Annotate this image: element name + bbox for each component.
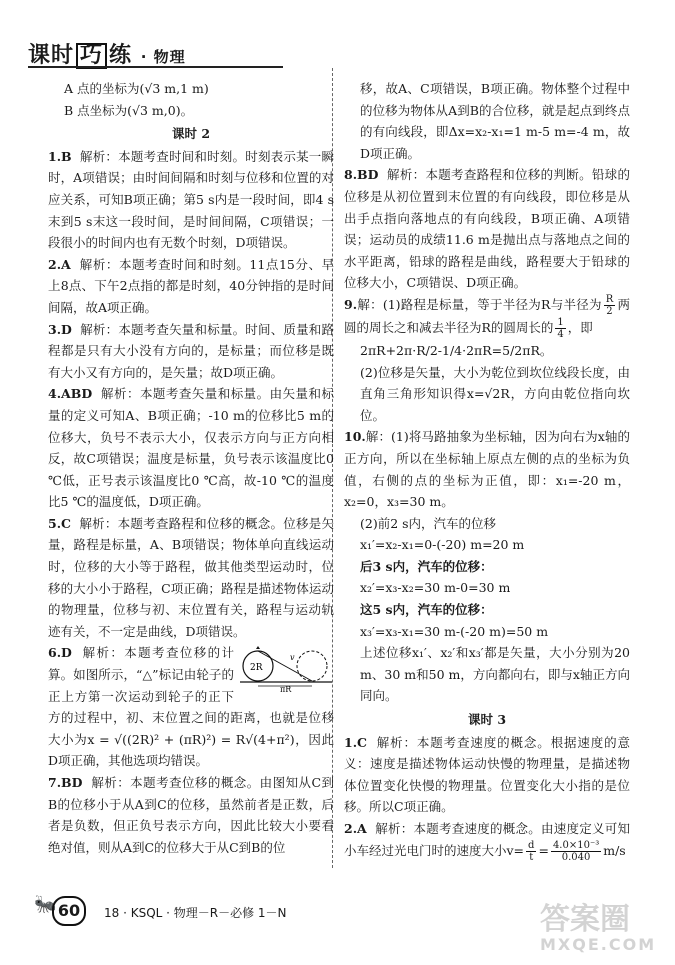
answer-number: 7.BD <box>48 775 83 790</box>
numerator: 4.0×10⁻³ <box>552 839 600 851</box>
displacement-line <box>258 651 312 681</box>
fraction <box>551 840 601 863</box>
watermark-line-2: MXQE.COM <box>540 935 657 954</box>
lesson3-answer-1 <box>344 732 630 818</box>
answer-text: 解析：本题考查时间和时刻。11点15分、早上8点、下午2点指的都是时刻，40分钟指的是时间间隔，故A项正确。 <box>48 256 334 315</box>
triangle-mark-icon <box>256 646 260 649</box>
answer-7 <box>48 772 334 858</box>
section-title-3: 课时 3 <box>467 712 507 728</box>
book-code: 18 · KSQL · 物理－R－必修 1－N <box>104 906 287 920</box>
answer-10-line: 上述位移x₁′、x₂′和x₃′都是矢量，大小分别为20 m、30 m和50 m，方向都向右，即与x轴正方向同向。 <box>360 645 630 704</box>
answer-9-equation: 2πR+2π·R/2-1/4·2πR=5/2πR。 <box>360 342 553 358</box>
numerator: R <box>605 293 614 305</box>
logo-box-char: 巧 <box>76 43 107 69</box>
answer-text: 解析：本题考查速度的概念。根据速度的意义：速度是描述物体运动快慢的物理量，是描述物体位置变化快慢的物理量。位置变化大小指的是位移。所以C项正确。 <box>344 734 630 815</box>
answer-number: 1.B <box>48 148 72 164</box>
right-column <box>344 78 630 863</box>
answer-number: 2.A <box>344 821 367 836</box>
answer-7-continued: 移，故A、C项错误，B项正确。物体整个过程中的位移为物体从A到B的合位移，就是起点到终点的有向线段，即Δx=x₂-x₁=1 m-5 m=-4 m，故D项正确。 <box>360 81 630 161</box>
subject-label: · 物理 <box>140 48 186 66</box>
answer-1 <box>48 146 334 254</box>
formula: x = √((2R)² + (πR)²) = R√(4+π²) <box>87 731 295 747</box>
unit: m/s <box>603 842 626 858</box>
answer-text: 解析：本题考查矢量和标量。由矢量和标量的定义可知A、B项正确；-10 m的位移比5 m的位移大，负号不表示大小，仅表示方向与正方向相反，故C项错误；温度是标量，负号表示该温度比0 ℃低，正号表示该温度比0 ℃高，故-10 ℃的温度比5 ℃的温度低，D项正确。 <box>48 386 334 510</box>
answer-number: 4.ABD <box>48 386 93 402</box>
logo-text: 课时 <box>28 43 75 68</box>
watermark-line-1: 答案圈 <box>540 902 630 937</box>
wheel-end <box>297 651 327 681</box>
answer-10-line: x₂′=x₃-x₂=30 m-0=30 m <box>360 580 511 596</box>
answer-text-2: 两圆的周长之和减去半径为R的圆周长的 <box>344 296 630 335</box>
answer-text: 解析：本题考查位移的计算。如图所示，“△”标记由轮子的正上方第一次运动到轮子的正下方的过程中，初、末位置之间的距离，也就是位移大小为 <box>48 645 334 747</box>
denominator: 2 <box>606 305 613 317</box>
denominator: t <box>529 851 534 863</box>
answer-6 <box>48 642 334 772</box>
coord-a: A 点的坐标为(√3 m,1 m) <box>64 81 209 96</box>
answer-9 <box>344 294 630 340</box>
watermark <box>540 902 657 954</box>
answer-text-2: ，因此D项正确，其他选项均错误。 <box>48 731 334 769</box>
left-column <box>48 78 334 858</box>
answer-text: 解：(1)将马路抽象为坐标轴，因为向右为x轴的正方向，所以在坐标轴上原点左侧的点的坐标为负值，右侧的点的坐标为正值，即：x₁=-20 m，x₂=0，x₃=30 m。 <box>344 429 630 510</box>
numerator: d <box>528 839 535 851</box>
answer-number: 9. <box>344 296 358 312</box>
fraction <box>555 317 565 340</box>
header-rule <box>28 66 283 68</box>
answer-10 <box>344 426 630 512</box>
answer-number: 1.C <box>344 734 367 750</box>
answer-4 <box>48 383 334 513</box>
answer-8 <box>344 164 630 294</box>
answer-text: 解：(1)路程是标量，等于半径为R与半径为 <box>357 296 602 312</box>
answer-9-part2: (2)位移是矢量，大小为乾位到坎位线段长度，由直角三角形知识得x=√2R，方向由乾位指向坎位。 <box>360 364 630 423</box>
page-number: 60 <box>52 896 86 926</box>
answer-number: 8.BD <box>344 167 379 183</box>
answer-number: 5.C <box>48 515 71 531</box>
book-logo <box>28 38 186 69</box>
answer-10-line: x₃′=x₃-x₁=30 m-(-20 m)=50 m <box>360 623 549 639</box>
denominator: 0.040 <box>561 851 591 863</box>
page-header <box>28 38 648 68</box>
label-2r: 2R <box>250 663 263 674</box>
answer-number: 2.A <box>48 256 71 272</box>
wheel-diagram <box>238 644 334 692</box>
label-pir: πR <box>280 685 292 693</box>
section-title-2: 课时 2 <box>171 126 211 142</box>
answer-10-line: x₁′=x₂-x₁=0-(-20) m=20 m <box>360 537 525 553</box>
answer-text: 解析：本题考查速度的概念。由速度定义可知小车经过光电门时的速度大小v= <box>344 821 630 858</box>
fraction <box>526 840 536 863</box>
numerator: 1 <box>557 316 564 328</box>
answer-10-line: 这5 s内，汽车的位移： <box>360 602 493 618</box>
denominator: 4 <box>557 328 564 340</box>
lesson3-answer-2: 2.A 解析：本题考查速度的概念。由速度定义可知小车经过光电门时的速度大小v= $\frac{d}{t}$ = $\frac{\text{4.0×10⁻³}}{0.040}$ m/s <box>344 821 630 863</box>
logo-text-2: 练 <box>109 43 133 68</box>
answer-2 <box>48 254 334 319</box>
answer-text: 解析：本题考查时间和时刻。时刻表示某一瞬时，A项错误；由时间间隔和时刻与位移和位置的对应关系，可知B项正确；第5 s内是一段时间，即4 s末到5 s末这一段时间，是时间间隔，C项错误；一段很小的时间内也有无数个时刻，D项错误。 <box>48 148 334 251</box>
answer-text: 解析：本题考查路程和位移的概念。位移是矢量，路程是标量，A、B项错误；物体单向直线运动时，位移的大小等于路程，做其他类型运动时，位移的大小小于路程，C项正确；路程是描述物体运动的物理量，位移与初、末位置有关，路程与运动轨迹有关，不一定是曲线，D项错误。 <box>48 515 334 639</box>
answer-text: 解析：本题考查路程和位移的判断。铅球的位移是从初位置到末位置的有向线段，即位移是从出手点指向落地点的有向线段，B项正确、A项错误；运动员的成绩11.6 m是抛出点与落地点之间的水平距离，铅球的路程是曲线，路程要大于铅球的位移大小，C项错误、D项正确。 <box>344 167 630 291</box>
answer-number: 10. <box>344 429 366 445</box>
answer-number: 3.D <box>48 321 72 337</box>
answer-text: 解析：本题考查位移的概念。由图知从C到B的位移小于从A到C的位移，虽然前者是正数，后者是负数，但正负号表示方向，因此比较大小要看绝对值，则从A到C的位移大于从C到B的位 <box>48 775 334 855</box>
label-v: v <box>290 653 295 663</box>
answer-10-line: 后3 s内，汽车的位移： <box>360 558 493 574</box>
answer-5 <box>48 513 334 643</box>
answer-text-3: ，即 <box>567 319 593 335</box>
answer-text: 解析：本题考查矢量和标量。时间、质量和路程都是只有大小没有方向的，是标量；而位移是既有大小又有方向的，是矢量；故D项正确。 <box>48 321 334 380</box>
coord-b: B 点坐标为(√3 m,0)。 <box>64 102 194 118</box>
answer-10-line: (2)前2 s内，汽车的位移 <box>360 515 497 531</box>
answer-3 <box>48 319 334 384</box>
answer-number: 6.D <box>48 645 72 661</box>
fraction <box>604 294 616 317</box>
ant-mascot-icon: 🐜 <box>34 894 57 915</box>
